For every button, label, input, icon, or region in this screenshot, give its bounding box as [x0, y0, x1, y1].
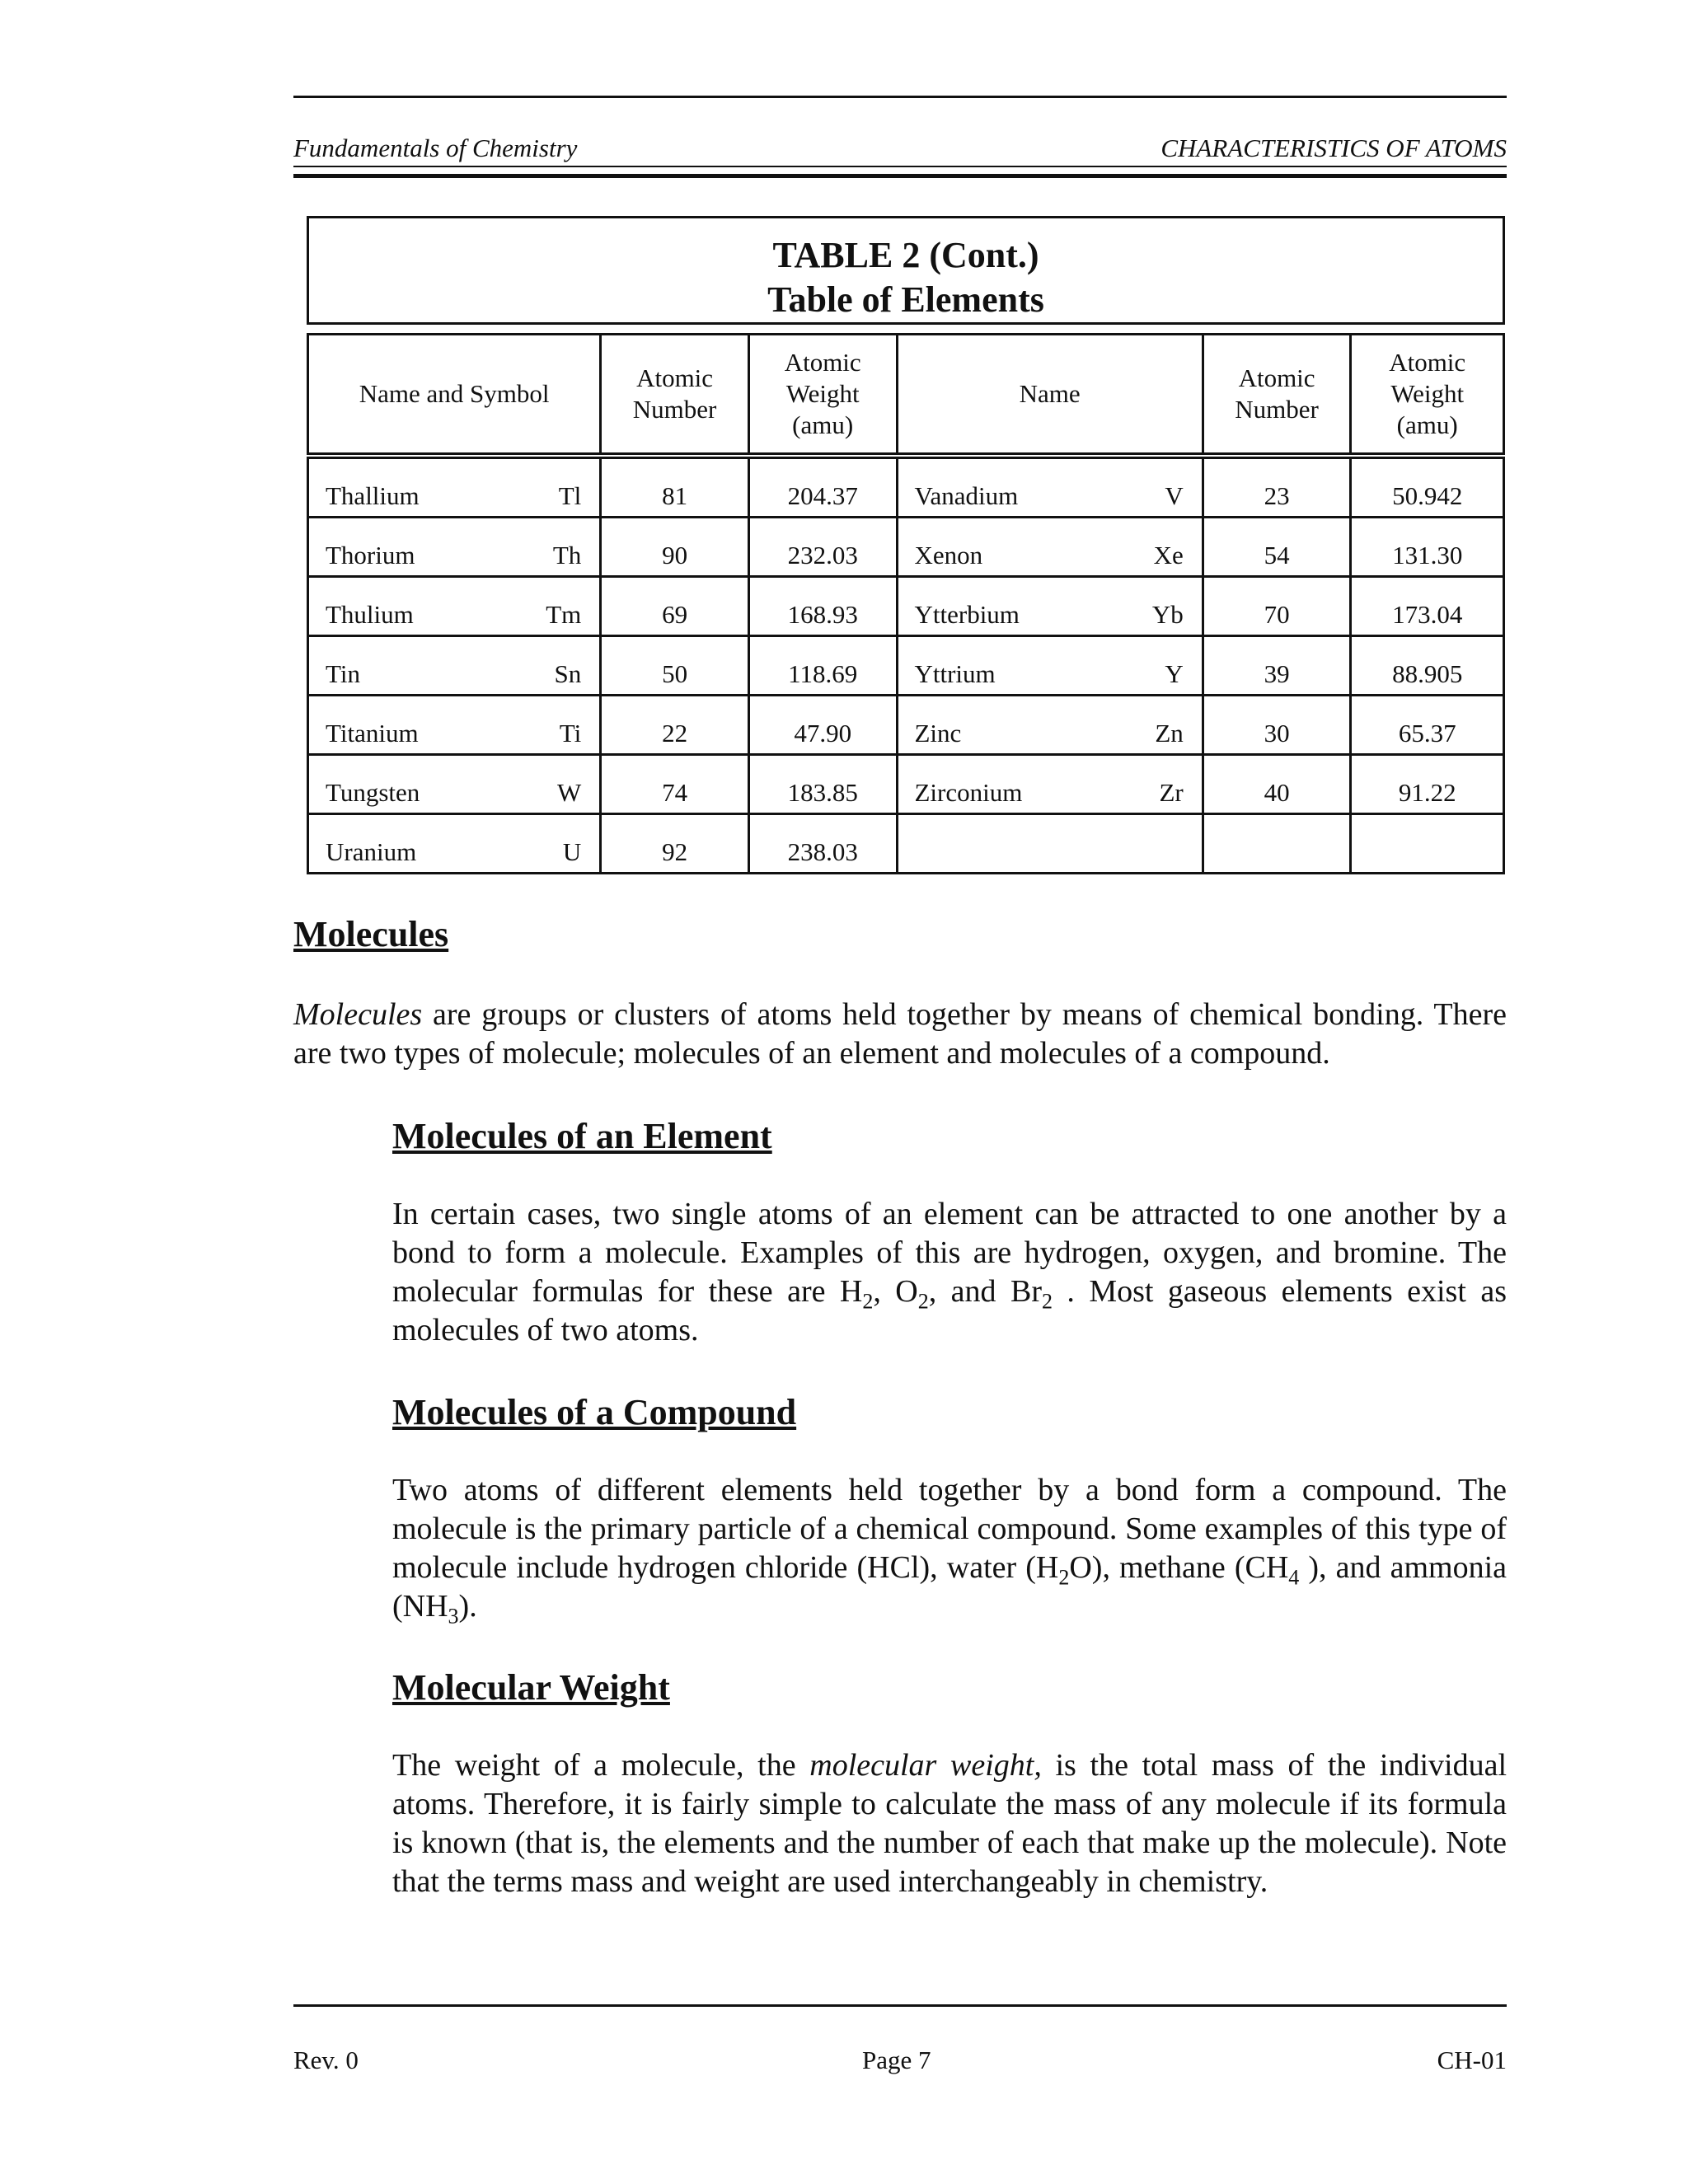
atomic-weight-cell: 232.03 [748, 518, 897, 577]
compound-heading: Molecules of a Compound [392, 1392, 797, 1432]
element-heading: Molecules of an Element [392, 1116, 772, 1156]
atomic-number-cell: 40 [1203, 755, 1351, 814]
atomic-weight-cell [1351, 814, 1504, 874]
element-symbol: Tm [546, 600, 582, 629]
element-symbol: Yb [1151, 600, 1184, 629]
element-name: Thallium [326, 481, 420, 510]
element-name: Yttrium [914, 659, 996, 688]
element-name: Xenon [914, 541, 983, 569]
table-header-row [308, 335, 1504, 457]
element-symbol: Tl [558, 481, 582, 510]
molecular-weight-heading: Molecular Weight [392, 1667, 670, 1708]
table-title-line1: TABLE 2 (Cont.) [772, 235, 1039, 275]
element-symbol: Th [552, 541, 582, 569]
compound-paragraph: Two atoms of different elements held together by a bond form a compound. The molecule is the primary particle of a chemical compound. Some examples of this type of molecule include hydrogen chloride (HCl), water $(H_2O)$, methane ($CH_4$ ), and ammonia $(NH_3)$. [392, 1473, 1507, 1629]
top-rule [293, 96, 1507, 98]
atomic-number-cell: 92 [601, 814, 749, 874]
atomic-weight-cell: 183.85 [748, 755, 897, 814]
col-atomic-weight: Atomic Weight (amu) [748, 335, 897, 457]
element-symbol: Y [1165, 659, 1184, 688]
atomic-number-cell: 23 [1203, 456, 1351, 518]
col-atomic-number: Atomic Number [601, 335, 749, 457]
element-name: Tungsten [326, 778, 420, 807]
atomic-number-cell: 90 [601, 518, 749, 577]
atomic-weight-cell: 118.69 [748, 636, 897, 696]
element-name: Zirconium [914, 778, 1023, 807]
header-left: Fundamentals of Chemistry [293, 134, 578, 162]
atomic-number-cell: 39 [1203, 636, 1351, 696]
right-element-cell [897, 577, 1203, 636]
element-name: Ytterbium [914, 600, 1020, 629]
element-name: Zinc [914, 719, 962, 748]
right-element-cell [897, 518, 1203, 577]
element-name: Thorium [326, 541, 415, 569]
table-title [307, 216, 1505, 325]
atomic-number-cell: 81 [601, 456, 749, 518]
molecular-weight-term: molecular weight, [809, 1748, 1042, 1783]
atomic-number-cell: 70 [1203, 577, 1351, 636]
header-right: CHARACTERISTICS OF ATOMS [1160, 134, 1507, 162]
atomic-weight-cell: 91.22 [1351, 755, 1504, 814]
molecular-weight-paragraph: The weight of a molecule, the molecular weight, is the total mass of the individual atoms. Therefore, it is fairly simple to calculate the mass of any molecule if its formula is known (that is, the elements and the number of each that make up the molecule). Note that the terms mass and weight are used interchangeably in chemistry. [392, 1748, 1507, 1899]
atomic-weight-cell: 65.37 [1351, 696, 1504, 755]
atomic-number-cell: 30 [1203, 696, 1351, 755]
element-name: Titanium [326, 719, 419, 748]
molecules-term: Molecules [293, 997, 423, 1032]
element-name: Uranium [326, 837, 417, 866]
table-row [308, 814, 1504, 874]
atomic-number-cell: 74 [601, 755, 749, 814]
left-element-cell [308, 814, 601, 874]
atomic-number-cell: 54 [1203, 518, 1351, 577]
atomic-number-cell: 69 [601, 577, 749, 636]
left-element-cell [308, 696, 601, 755]
element-symbol: Ti [559, 719, 582, 748]
element-symbol: V [1165, 481, 1184, 510]
table-row [308, 456, 1504, 518]
table-row [308, 518, 1504, 577]
table-title-line2: Table of Elements [767, 279, 1044, 320]
right-element-cell [897, 755, 1203, 814]
atomic-weight-cell: 47.90 [748, 696, 897, 755]
element-name: Tin [326, 659, 360, 688]
header-underline [293, 166, 1507, 167]
right-element-cell [897, 456, 1203, 518]
element-symbol: Zr [1159, 778, 1184, 807]
col-name-symbol: Name and Symbol [308, 335, 601, 457]
element-paragraph: In certain cases, two single atoms of an element can be attracted to one another by a bond to form a molecule. Examples of this are hydrogen, oxygen, and bromine. The molecular formulas for these are $H_2$, $O_2$, and $Br_2$ . Most gaseous elements exist as molecules of two atoms. [392, 1197, 1507, 1347]
molecules-paragraph: Molecules are groups or clusters of atoms held together by means of chemical bonding. There are two types of molecule; molecules of an element and molecules of a compound. [293, 997, 1507, 1071]
footer-doc-id: CH-01 [1437, 2046, 1507, 2074]
atomic-weight-cell: 168.93 [748, 577, 897, 636]
table-row [308, 696, 1504, 755]
molecules-heading: Molecules [293, 914, 449, 954]
atomic-weight-cell: 50.942 [1351, 456, 1504, 518]
atomic-number-cell [1203, 814, 1351, 874]
col-atomic-weight-2: Atomic Weight (amu) [1351, 335, 1504, 457]
left-element-cell [308, 456, 601, 518]
atomic-weight-cell: 204.37 [748, 456, 897, 518]
col-name: Name [897, 335, 1203, 457]
atomic-number-cell: 22 [601, 696, 749, 755]
footer-rule [293, 2004, 1507, 2007]
elements-grid [307, 333, 1505, 874]
col-atomic-number-2: Atomic Number [1203, 335, 1351, 457]
footer-page-number: Page 7 [862, 2046, 931, 2074]
element-symbol: W [556, 778, 582, 807]
table-row [308, 755, 1504, 814]
right-element-cell [897, 814, 1203, 874]
element-symbol: Zn [1155, 719, 1184, 748]
left-element-cell [308, 577, 601, 636]
footer-revision: Rev. 0 [293, 2046, 359, 2074]
atomic-weight-cell: 131.30 [1351, 518, 1504, 577]
atomic-weight-cell: 88.905 [1351, 636, 1504, 696]
right-element-cell [897, 636, 1203, 696]
left-element-cell [308, 518, 601, 577]
element-name: Vanadium [914, 481, 1019, 510]
right-element-cell [897, 696, 1203, 755]
atomic-weight-cell: 238.03 [748, 814, 897, 874]
element-symbol: Sn [554, 659, 582, 688]
atomic-weight-cell: 173.04 [1351, 577, 1504, 636]
elements-table [307, 216, 1505, 866]
element-name: Thulium [326, 600, 414, 629]
left-element-cell [308, 755, 601, 814]
element-symbol: Xe [1153, 541, 1184, 569]
table-row [308, 577, 1504, 636]
left-element-cell [308, 636, 601, 696]
header-rule-thick [293, 174, 1507, 178]
element-symbol: U [562, 837, 582, 866]
table-row [308, 636, 1504, 696]
atomic-number-cell: 50 [601, 636, 749, 696]
